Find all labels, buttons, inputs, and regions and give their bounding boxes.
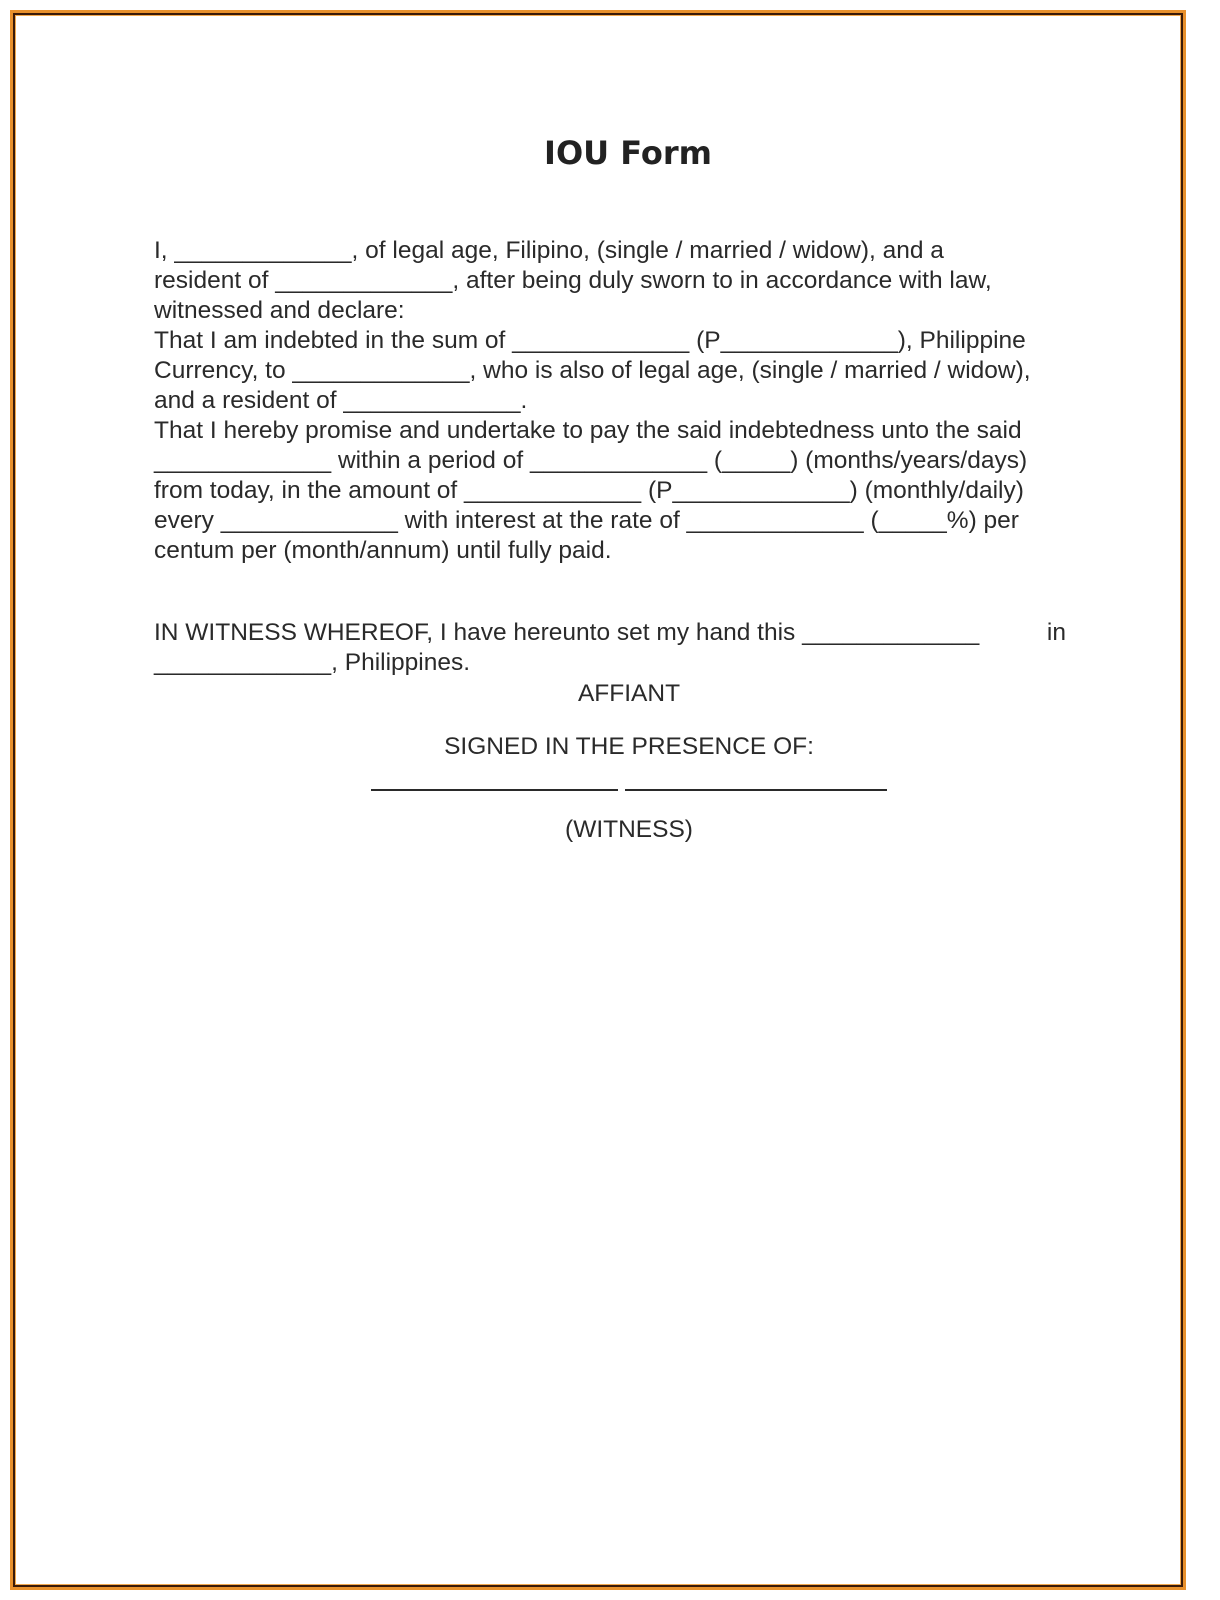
paragraph-3-line-4: every _____________ with interest at the rate of _____________ (_____%) per (154, 507, 1019, 534)
paragraph-3-line-2: _____________ within a period of _____________ (_____) (months/years/days) (154, 447, 1028, 474)
witness-signature-line-2 (625, 789, 887, 791)
paragraph-1-line-2: resident of _____________, after being duly sworn to in accordance with law, (154, 267, 992, 294)
paragraph-3-line-3: from today, in the amount of _____________ (P_____________) (monthly/daily) (154, 477, 1024, 504)
signed-in-presence-label: SIGNED IN THE PRESENCE OF: (444, 733, 814, 760)
declaration-body (154, 236, 1104, 566)
witness-label: (WITNESS) (565, 816, 693, 843)
paragraph-1-line-3: witnessed and declare: (154, 297, 405, 324)
witness-line-1-end: in (1046, 619, 1066, 646)
witness-line-1: IN WITNESS WHEREOF, I have hereunto set my hand this _____________ (154, 619, 980, 646)
document-title: IOU Form (544, 134, 712, 172)
witness-signature-lines (371, 789, 887, 791)
witness-line-2: _____________, Philippines. (154, 649, 471, 676)
affiant-label: AFFIANT (577, 680, 681, 707)
paragraph-1-line-1: I, _____________, of legal age, Filipino, (single / married / widow), and a (154, 237, 944, 264)
paragraph-3-line-1: That I hereby promise and undertake to pay the said indebtedness unto the said (154, 417, 1022, 444)
paragraph-2-line-1: That I am indebted in the sum of _____________ (P_____________), Philippine (154, 327, 1026, 354)
paragraph-2-line-2: Currency, to _____________, who is also of legal age, (single / married / widow), (154, 357, 1031, 384)
witness-signature-line-1 (371, 789, 618, 791)
paragraph-2-line-3: and a resident of _____________. (154, 387, 528, 414)
witness-paragraph (154, 618, 1104, 678)
paragraph-3-line-5: centum per (month/annum) until fully paid. (154, 537, 612, 564)
